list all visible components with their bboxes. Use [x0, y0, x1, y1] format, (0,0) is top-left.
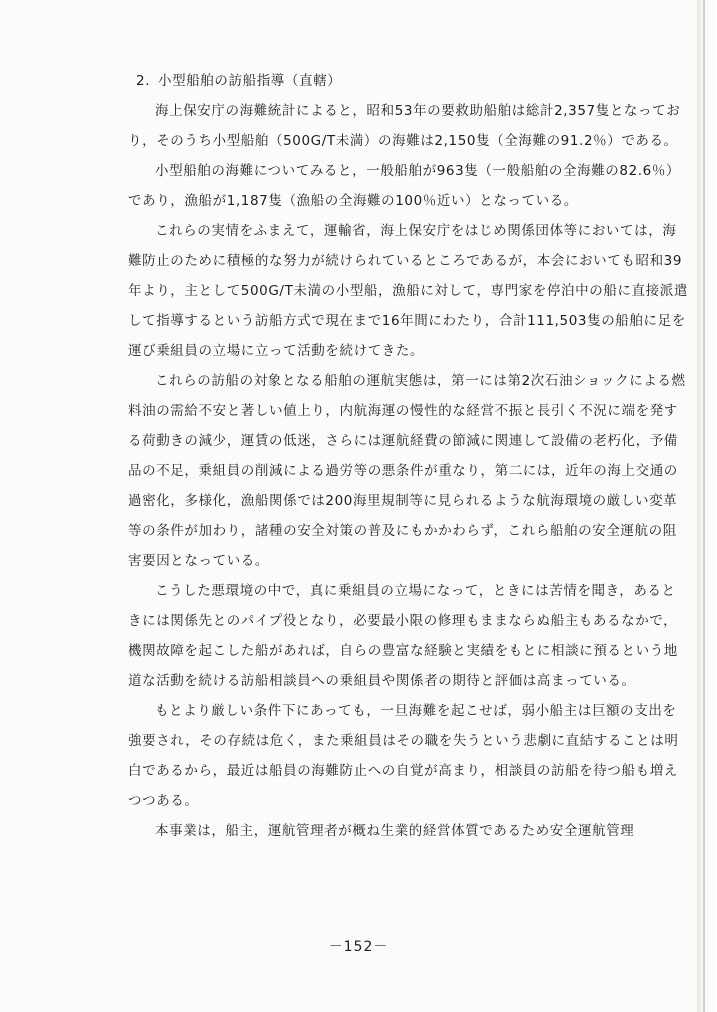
section-heading — [128, 66, 688, 96]
paragraph-1: 海上保安庁の海難統計によると，昭和53年の要救助船舶は総計2,357隻となっており，そのうち小型船舶（500G/T未満）の海難は2,150隻（全海難の91.2％）である。 — [128, 103, 681, 149]
page-number: －152－ — [328, 939, 389, 955]
paragraph-6: もとより厳しい条件下にあっても，一旦海難を起こせば，弱小船主は巨額の支出を強要され，その存続は危く，また乗組員はその職を失うという悲劇に直結することは明白であるから，最近は船員の海難防止への自覚が高まり，相談員の訪船を待つ船も増えつつある。 — [128, 703, 679, 809]
body-text — [128, 66, 688, 846]
paragraph-4: これらの訪船の対象となる船舶の運航実態は，第一には第2次石油ショックによる燃料油の需給不安と著しい値上り，内航海運の慢性的な経営不振と長引く不況に端を発する荷動きの減少，運賃の低迷，さらには運航経費の節減に関連して設備の老朽化，予備品の不足，乗組員の削減による過労等の悪条件が重なり，第二には，近年の海上交通の過密化，多様化，漁船関係では200海里規制等に見られるような航海環境の厳しい変革等の条件が加わり，諸種の安全対策の普及にもかかわらず，これら船舶の安全運航の阻害要因となっている。 — [128, 373, 686, 569]
paragraph-3: これらの実情をふまえて，運輸省，海上保安庁をはじめ関係団体等においては，海難防止のために積極的な努力が続けられているところであるが，本会においても昭和39年より，主として500G/T未満の小型船，漁船に対して，専門家を停泊中の船に直接派遣して指導するという訪船方式で現在まで16年間にわたり，合計111,503隻の船舶に足を運び乗組員の立場に立って活動を続けてきた。 — [128, 223, 688, 359]
scan-edge-shadow — [697, 0, 717, 1012]
section-number: 2. — [136, 73, 151, 89]
paragraph-2: 小型船舶の海難についてみると，一般船舶が963隻（一般船舶の全海難の82.6％）であり，漁船が1,187隻（漁船の全海難の100％近い）となっている。 — [128, 163, 681, 209]
paragraph-7: 本事業は，船主，運航管理者が概ね生業的経営体質であるため安全運航管理 — [155, 823, 635, 839]
section-title: 小型船舶の訪船指導（直轄） — [158, 73, 342, 89]
scan-edge-line — [703, 0, 705, 1012]
paragraph-5: こうした悪環境の中で，真に乗組員の立場になって，ときには苦情を聞き，あるときには関係先とのパイプ役となり，必要最小限の修理もままならぬ船主もあるなかで，機関故障を起こした船があれば，自らの豊富な経験と実績をもとに相談に預るという地道な活動を続ける訪船相談員への乗組員や関係者の期待と評価は高まっている。 — [128, 583, 678, 689]
